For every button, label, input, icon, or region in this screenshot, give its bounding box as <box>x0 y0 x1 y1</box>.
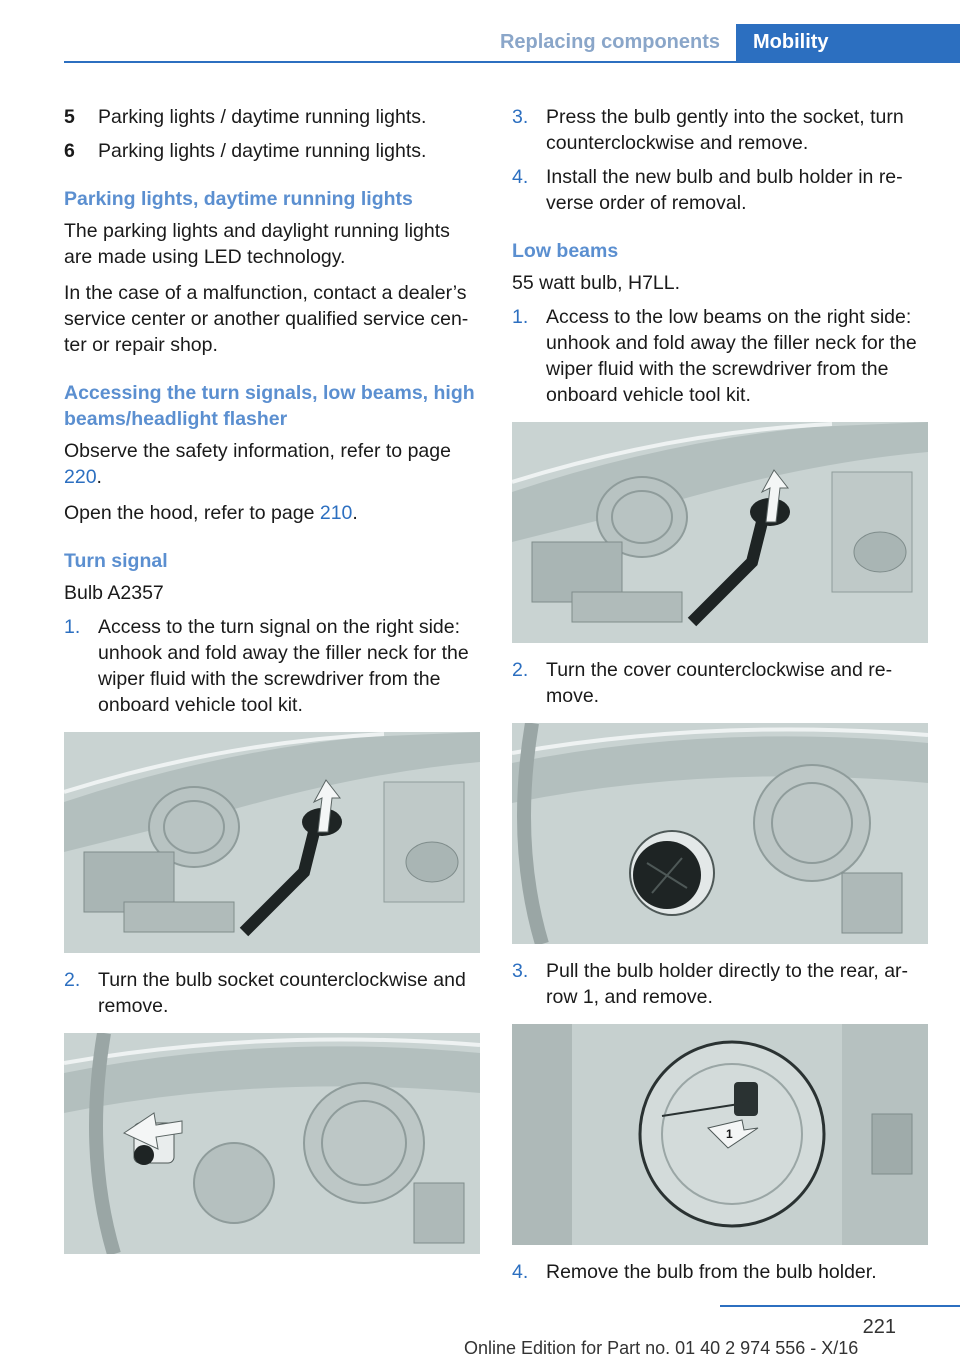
step-number: 1. <box>512 306 529 328</box>
step-text: Access to the turn signal on the right side: unhook and fold away the filler neck for the wiper fluid with the screwdriver from the onboard vehicle tool kit. <box>98 616 469 716</box>
engine-bay-illustration-low-beams <box>512 422 928 643</box>
engine-bay-illustration-turn-signal <box>64 732 480 953</box>
step-number: 1. <box>64 616 81 638</box>
header-rule <box>64 61 960 63</box>
step-number: 4. <box>512 1261 529 1283</box>
step-text: Remove the bulb from the bulb holder. <box>546 1261 877 1283</box>
paragraph: In the case of a malfunction, contact a dealer’s service center or another qualified service center or repair shop. <box>64 282 469 356</box>
step-item <box>512 657 928 709</box>
headlight-illustration-bulb-socket <box>64 1033 480 1254</box>
list-item <box>64 104 480 130</box>
text: . <box>96 466 102 488</box>
page-link-220[interactable]: 220 <box>64 466 97 488</box>
step-text: Access to the low beams on the right side: unhook and fold away the filler neck for the wiper fluid with the screwdriver from the onboard vehicle tool kit. <box>546 306 917 406</box>
paragraph: The parking lights and daylight running lights are made using LED technology. <box>64 220 450 268</box>
step-text: Turn the cover counterclockwise and remove. <box>546 659 893 707</box>
left-column <box>64 104 480 1268</box>
step-item <box>512 958 928 1010</box>
item-text: Parking lights / daytime running lights. <box>98 106 427 128</box>
step-number: 2. <box>64 969 81 991</box>
item-text: Parking lights / daytime running lights. <box>98 140 427 162</box>
section-heading-turn-signal: Turn signal <box>64 550 168 572</box>
paragraph <box>64 500 480 526</box>
edition-footer: Online Edition for Part no. 01 40 2 974 556 - X/16 <box>464 1338 859 1358</box>
text: Open the hood, refer to page <box>64 502 320 524</box>
step-number: 2. <box>512 659 529 681</box>
bulb-type: Bulb A2357 <box>64 582 164 604</box>
step-text: Pull the bulb holder directly to the rear, arrow 1, and remove. <box>546 960 909 1008</box>
step-item <box>512 304 928 408</box>
step-item <box>512 1259 928 1285</box>
list-item <box>64 138 480 164</box>
item-number: 6 <box>64 140 75 162</box>
step-text: Install the new bulb and bulb holder in reverse order of removal. <box>546 166 903 214</box>
text: Observe the safety information, refer to page <box>64 440 451 462</box>
footer-rule <box>720 1305 960 1307</box>
paragraph <box>64 438 480 490</box>
header-section-title: Replacing components <box>499 31 720 53</box>
bulb-type: 55 watt bulb, H7LL. <box>512 272 681 294</box>
step-item <box>64 614 480 718</box>
step-item <box>64 967 480 1019</box>
headlight-illustration-bulb-holder <box>512 1024 928 1245</box>
step-number: 3. <box>512 106 529 128</box>
section-heading-parking: Parking lights, daytime running lights <box>64 188 413 210</box>
step-number: 4. <box>512 166 529 188</box>
section-heading-low-beams: Low beams <box>512 240 619 262</box>
section-heading-access: Accessing the turn signals, low beams, high beams/headlight flasher <box>64 382 475 430</box>
step-text: Turn the bulb socket counterclockwise and remove. <box>98 969 466 1017</box>
step-item <box>512 164 928 216</box>
header-chapter-tab[interactable]: Mobility <box>736 24 960 61</box>
item-number: 5 <box>64 106 75 128</box>
text: . <box>352 502 358 524</box>
headlight-illustration-cover <box>512 723 928 944</box>
step-text: Press the bulb gently into the socket, turn counterclockwise and remove. <box>546 106 904 154</box>
page-number: 221 <box>862 1316 896 1338</box>
figure-callout-1: 1 <box>726 1127 733 1141</box>
step-number: 3. <box>512 960 529 982</box>
right-column <box>512 104 928 1293</box>
page-link-210[interactable]: 210 <box>319 502 353 524</box>
step-item <box>512 104 928 156</box>
